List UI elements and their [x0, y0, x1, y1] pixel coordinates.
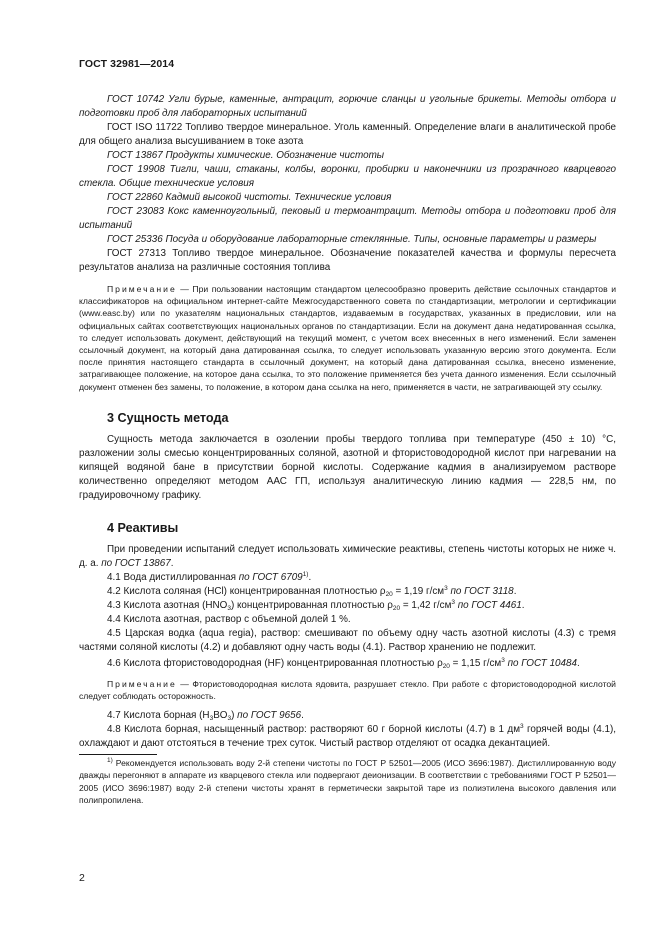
- page-content: [79, 93, 616, 806]
- reference-item: ГОСТ 23083 Кокс каменноугольный, пековый и термоантрацит. Методы отбора и подготовки проб для испытаний: [79, 206, 616, 231]
- reagent-4-4: 4.4 Кислота азотная, раствор с объемной долей 1 %.: [107, 613, 351, 625]
- note-text: — Фтористоводородная кислота ядовита, разрушает стекло. При работе с фтористоводородной кислотой следует соблюдать осторожность.: [79, 678, 616, 702]
- reference-item: ГОСТ 25336 Посуда и оборудование лабораторные стеклянные. Типы, основные параметры и размеры: [107, 234, 597, 245]
- reference-item: ГОСТ 10742 Угли бурые, каменные, антрацит, горючие сланцы и угольные брикеты. Методы отбора и подготовки проб для лабораторных испытаний: [79, 94, 616, 119]
- reagent-4-1: 4.1 Вода дистиллированная по ГОСТ 6709$^{1)}$.: [107, 570, 312, 583]
- normative-references-list: [79, 93, 616, 275]
- references-note: [79, 283, 616, 393]
- reference-item: ГОСТ 13867 Продукты химические. Обозначение чистоты: [107, 150, 385, 161]
- document-header: ГОСТ 32981—2014: [79, 58, 175, 70]
- page-number: 2: [79, 872, 85, 884]
- reference-item: ГОСТ 27313 Топливо твердое минеральное. Обозначение показателей качества и формулы пересчета результатов анализа на различные состояния топлива: [79, 248, 616, 273]
- reagent-4-6: 4.6 Кислота фтористоводородная (HF) концентрированная плотностью $\rho_{20} = 1,15$ $г/см^3$ по ГОСТ 10484.: [107, 656, 580, 670]
- footnote-mark: 1): [107, 757, 113, 765]
- reagent-4-3: 4.3 Кислота азотная $(HNO_3)$ концентрированная плотностью $\rho_{20} = 1,42$ $г/см^3$ по ГОСТ 4461.: [107, 598, 525, 612]
- section-4-heading: 4 Реактивы: [107, 520, 179, 535]
- footnote-text: Рекомендуется использовать воду 2-й степени чистоты по ГОСТ Р 52501—2005 (ИСО 3696:1987). Дистиллированную воду дважды перегоняют в аппарате из кварцевого стекла или подвергают деионизации. В соответствии с требованиями ГОСТ Р 52501—2005 (ИСО 3696:1987) воду 2-й степени чистоты хранят в герметически закрытой таре из полиэтилена высокого давления или полипропилена.: [79, 758, 616, 805]
- reagent-4-7: 4.7 Кислота борная $(H_3BO_3)$ по ГОСТ 9656.: [107, 710, 304, 723]
- hf-note: [79, 678, 616, 702]
- footnote: [79, 757, 616, 806]
- section-3-text: Сущность метода заключается в озолении пробы твердого топлива при температуре (450 ± 10) °С, разложении золы смесью концентрированных соляной, азотной и фтористоводородной кислот при нагревании на кипящей водяной бане в присутствии борной кислоты. Содержание кадмия в анализируемом растворе количественно определяют методом ААС ГП, используя аналитическую линию кадмия — 228,5 нм, по градуировочному графику.: [79, 433, 616, 501]
- reference-item: ГОСТ 19908 Тигли, чаши, стаканы, колбы, воронки, пробирки и наконечники из прозрачного кварцевого стекла. Общие технические условия: [79, 164, 616, 189]
- reagent-4-8: 4.8 Кислота борная, насыщенный раствор: растворяют 60 г борной кислоты (4.7) в 1 $дм^3$ горячей воды (4.1), охлаждают и дают отстояться в течение трех суток. Чистый раствор отделяют от осадка декантацией.: [79, 723, 616, 750]
- reference-item: ГОСТ ISO 11722 Топливо твердое минеральное. Уголь каменный. Определение влаги в аналитической пробе для общего анализа высушиванием в токе азота: [79, 122, 616, 147]
- note-text: — При пользовании настоящим стандартом целесообразно проверить действие ссылочных стандартов и классификаторов на официальном интернет-сайте Межгосударственного совета по стандартизации, метрологии и сертификации (www.easc.by) или по указателям национальных стандартов, издаваемым в государствах, указанных в предисловии, или на официальных сайтах соответствующих национальных органов по стандартизации. Если на документ дана недатированная ссылка, то следует использовать документ, действующий на текущий момент, с учетом всех внесенных в него изменений. Если заменен ссылочный документ, на который дана датированная ссылка, то следует использовать указанную версию этого документа. Если после принятия настоящего стандарта в ссылочный документ, на который дана датированная ссылка, внесено изменение, затрагивающее положение, на которое дана ссылка, то это положение применяется без учета данного изменения. Если ссылочный документ отменен без замены, то положение, в котором дана ссылка на него, применяется в части, не затрагивающей эту ссылку.: [79, 284, 616, 392]
- reagent-4-5: 4.5 Царская водка (aqua regia), раствор: смешивают по объему одну часть азотной кислоты (4.3) с тремя частями соляной кислоты (4.2) и добавляют одну часть воды (4.1). Раствор хранению не подлежит.: [79, 627, 616, 653]
- footnote-divider: [79, 754, 157, 755]
- reagent-4-2: 4.2 Кислота соляная (HCl) концентрированная плотностью $\rho_{20} = 1,19$ $г/см^3$ по ГОСТ 3118.: [107, 584, 517, 598]
- section-3-heading: 3 Сущность метода: [107, 410, 229, 425]
- note-label: Примечание: [107, 678, 177, 689]
- reagents-intro: При проведении испытаний следует использовать химические реактивы, степень чистоты которых не ниже ч. д. а. по ГОСТ 13867.: [79, 543, 616, 569]
- note-label: Примечание: [107, 284, 177, 294]
- reference-item: ГОСТ 22860 Кадмий высокой чистоты. Технические условия: [107, 192, 392, 203]
